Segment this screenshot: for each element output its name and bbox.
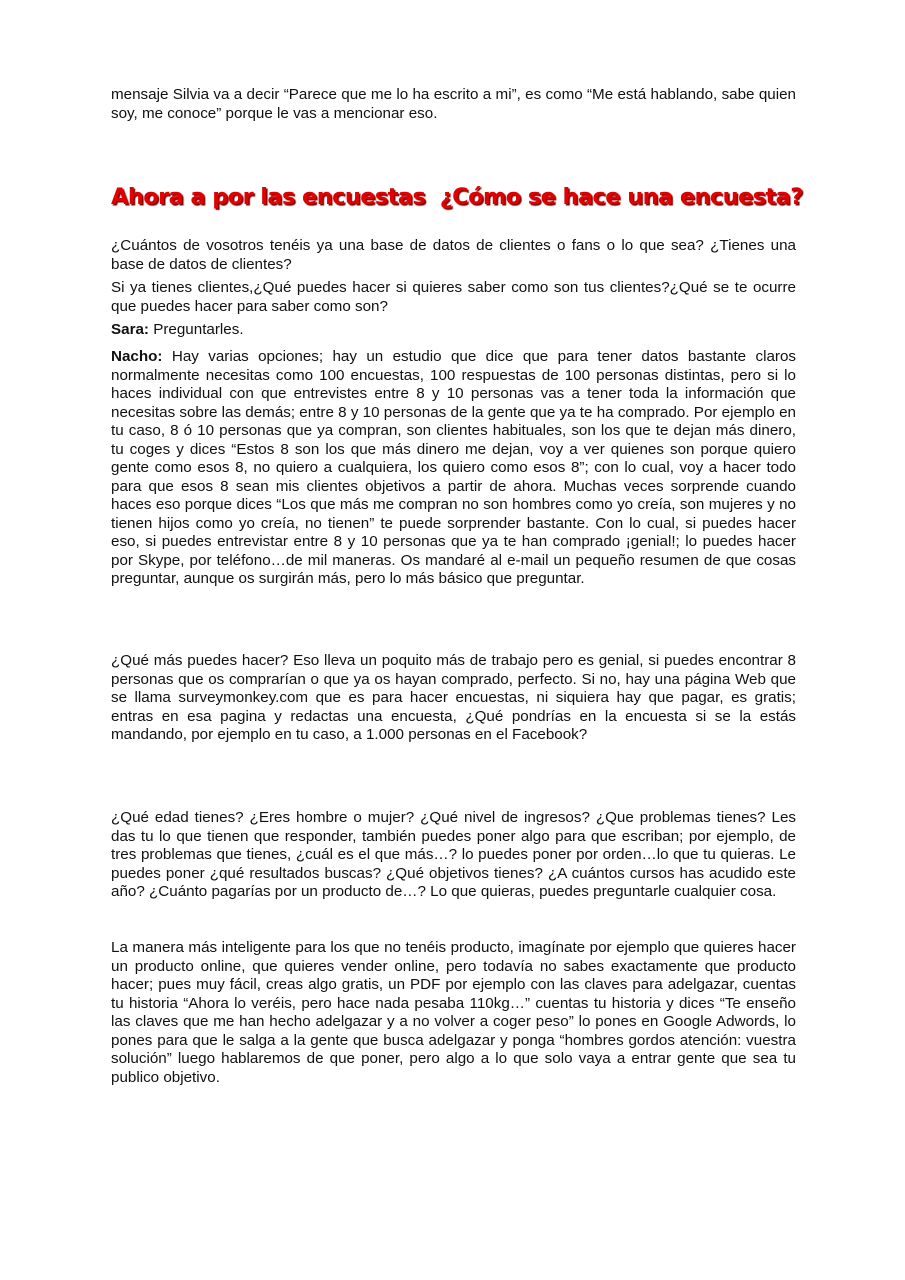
paragraph-clients: Si ya tienes clientes,¿Qué puedes hacer si quieres saber como son tus clientes?¿Qué se te ocurre que puedes hacer para saber como son?: [111, 279, 796, 315]
speaker-nacho: Nacho:: [111, 348, 163, 365]
paragraph-surveymonkey: ¿Qué más puedes hacer? Eso lleva un poquito más de trabajo pero es genial, si puedes encontrar 8 personas que os comprarían o que ya os hayan comprado, perfecto. Si no, hay una página Web que se llama surveymonkey.com que es para hacer encuestas, ni siquiera hay que pagar, es gratis; entras en esa pagina y redactas una encuesta, ¿Qué pondrías en la encuesta si se la estás mandando, por ejemplo en tu caso, a 1.000 personas en el Facebook?: [111, 652, 796, 743]
nacho-text: Hay varias opciones; hay un estudio que dice que para tener datos bastante claros normalmente necesitas como 100 encuestas, 100 respuestas de 100 personas distintas, pero si lo haces individual con que entrevistes entre 8 y 10 personas vas a tener toda la información que necesitas sobre las demás; entre 8 y 10 personas de la gente que ya te ha comprado. Por ejemplo en tu caso, 8 ó 10 personas que ya compran, son clientes habituales, son los que te dejan más dinero, tu coges y dices “Estos 8 son los que más dinero me dejan, voy a ver quienes son porque quiero gente como esos 8, no quiero a cualquiera, los quiero como esos 8”; con lo cual, voy a hacer todo para que esos 8 sean mis clientes objetivos a partir de ahora. Muchas veces sorprende cuando haces eso porque dices “Los que más me compran no son hombres como yo creía, son mujeres y no tienen hijos como yo creía, no tienen” te puede sorprender bastante. Con lo cual, si puedes hacer eso, si puedes entrevistar entre 8 y 10 personas que ya te han comprado ¡genial!; lo puedes hacer por Skype, por teléfono…de mil maneras. Os mandaré al e-mail un pequeño resumen de que cosas preguntar, aunque os surgirán más, pero lo más básico que preguntar.: [111, 348, 796, 587]
sara-text: Preguntarles.: [149, 321, 244, 338]
paragraph-strategy: La manera más inteligente para los que no tenéis producto, imagínate por ejemplo que quieres hacer un producto online, que quieres vender online, pero todavía no sabes exactamente que producto hacer; pues muy fácil, creas algo gratis, un PDF por ejemplo con las claves para adelgazar, cuentas tu historia “Ahora lo veréis, pero hace nada pesaba 110kg…” cuentas tu historia y dices “Te enseño las claves que me han hecho adelgazar y a no volver a coger peso” lo pones en Google Adwords, lo pones para que le salga a la gente que busca adelgazar y ponga “hombres gordos atención: vuestra solución” luego hablaremos de que poner, pero algo a lo que solo vaya a entrar gente que sea tu publico objetivo.: [111, 939, 796, 1086]
dialogue-nacho: [111, 348, 796, 589]
paragraph-question: ¿Cuántos de vosotros tenéis ya una base de datos de clientes o fans o lo que sea? ¿Tienes una base de datos de clientes?: [111, 237, 796, 273]
speaker-sara: Sara:: [111, 321, 149, 338]
paragraph-questions-list: ¿Qué edad tienes? ¿Eres hombre o mujer? ¿Qué nivel de ingresos? ¿Que problemas tienes? Les das tu lo que tienen que responder, también puedes poner algo para que escriban; por ejemplo, de tres problemas que tienes, ¿cuál es el que más…? lo puedes poner por orden…lo que tu quieras. Le puedes poner ¿qué resultados buscas? ¿Qué objetivos tienes? ¿A cuántos cursos has acudido este año? ¿Cuánto pagarías por un producto de…? Lo que quieras, puedes preguntarle cualquier cosa.: [111, 809, 796, 900]
paragraph-intro: mensaje Silvia va a decir “Parece que me lo ha escrito a mi”, es como “Me está hablando, sabe quien soy, me conoce” porque le vas a mencionar eso.: [111, 86, 796, 122]
dialogue-sara: [111, 321, 796, 340]
section-heading: Ahora a por las encuestas ¿Cómo se hace una encuesta?: [111, 184, 803, 210]
